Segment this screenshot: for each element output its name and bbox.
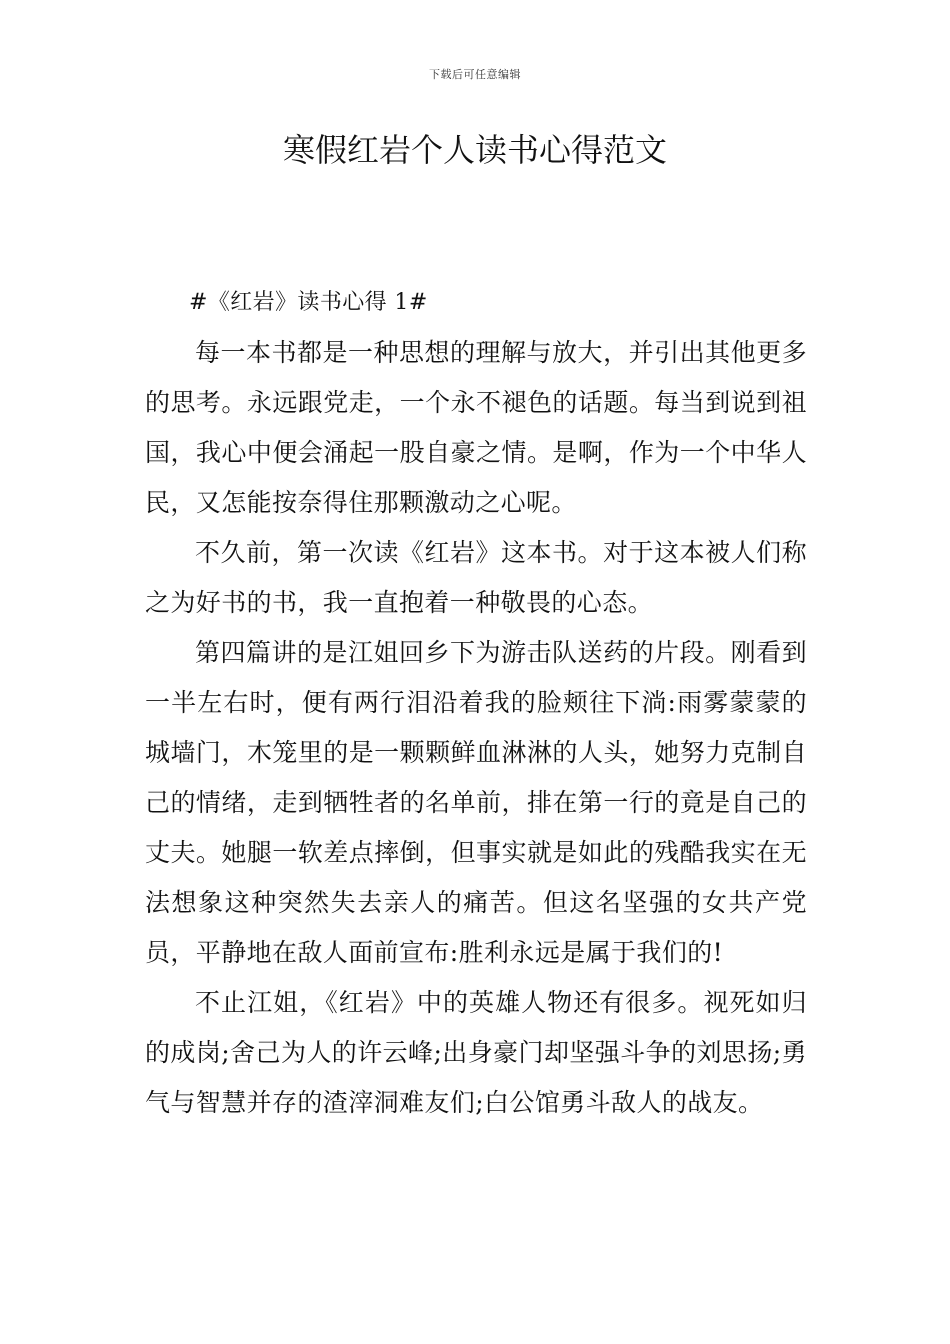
section-heading: #《红岩》读书心得 1# [189, 290, 428, 315]
paragraph-1: 每一本书都是一种思想的理解与放大，并引出其他更多的思考。永远跟党走，一个永不褪色的话题。每当到说到祖国，我心中便会涌起一股自豪之情。是啊，作为一个中华人民，又怎能按奈得住那颗激动之心呢。 [145, 338, 807, 517]
paragraph-4: 不止江姐，《红岩》中的英雄人物还有很多。视死如归的成岗;舍己为人的许云峰;出身豪门却坚强斗争的刘思扬;勇气与智慧并存的渣滓洞难友们;白公馆勇斗敌人的战友。 [145, 988, 807, 1117]
paragraph-2: 不久前，第一次读《红岩》这本书。对于这本被人们称之为好书的书，我一直抱着一种敬畏的心态。 [145, 538, 807, 617]
document-title: 寒假红岩个人读书心得范文 [282, 131, 667, 169]
header-note: 下载后可任意编辑 [429, 68, 521, 81]
paragraph-3: 第四篇讲的是江姐回乡下为游击队送药的片段。刚看到一半左右时，便有两行泪沿着我的脸颊往下淌:雨雾蒙蒙的城墙门，木笼里的是一颗颗鲜血淋淋的人头，她努力克制自己的情绪，走到牺牲者的名单前，排在第一行的竟是自己的丈夫。她腿一软差点摔倒，但事实就是如此的残酷我实在无法想象这种突然失去亲人的痛苦。但这名坚强的女共产党员，平静地在敌人面前宣布:胜利永远是属于我们的! [145, 638, 807, 967]
document-body [145, 278, 807, 1128]
